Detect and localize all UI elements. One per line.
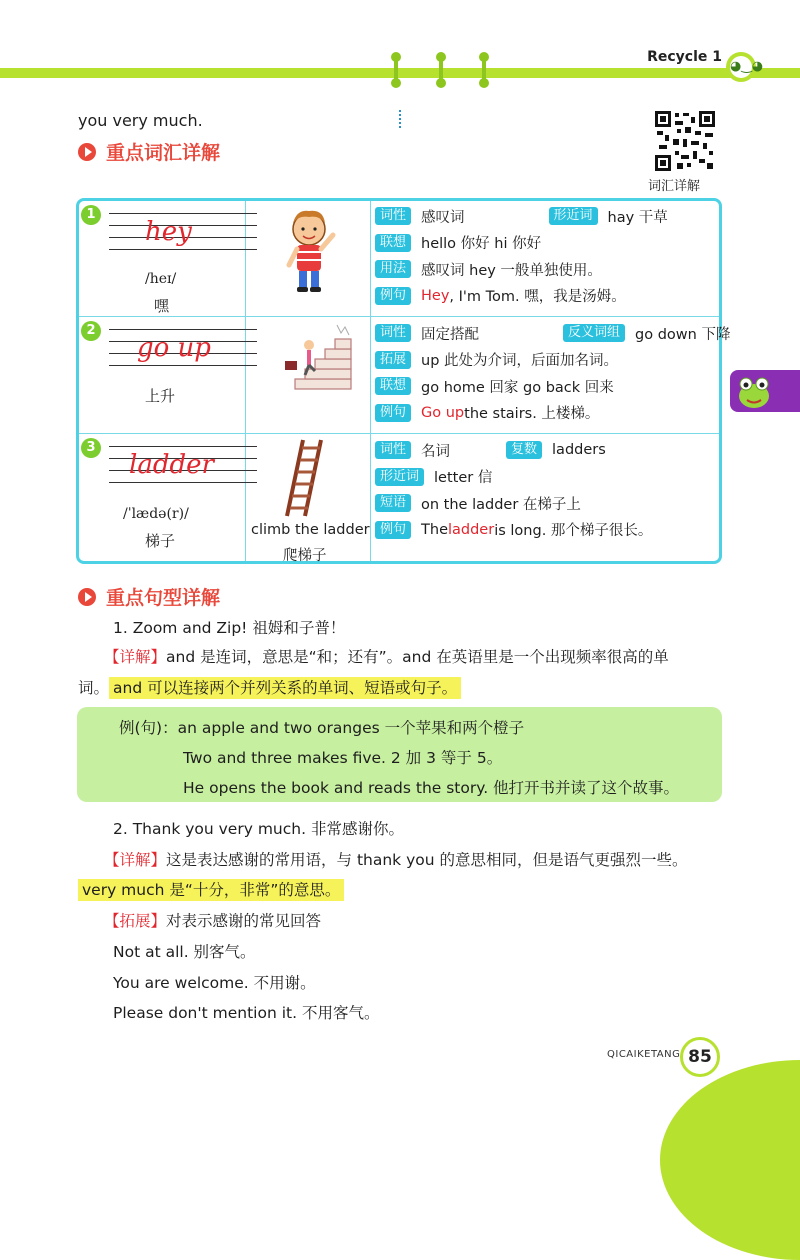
qr-code-icon[interactable]: [655, 111, 715, 171]
dotted-divider: [399, 110, 401, 128]
vocab-phonetic: /heɪ/: [145, 271, 177, 287]
unit-label: Recycle 1: [647, 49, 722, 65]
picture-caption-cn: 爬梯子: [283, 548, 327, 564]
sentence-section-title: 重点句型详解: [78, 583, 220, 610]
binder-pins-icon: [386, 50, 496, 90]
vocab-info: 词性 固定搭配 反义词组 go down 下降 拓展 up 此处为介词，后面加名词。 联想 go home 回家 go back 回来 例句 Go up the stairs. 上楼梯。: [375, 320, 730, 426]
play-arrow-icon: [78, 143, 96, 161]
sentence-1-explanation-cont: 词。 and 可以连接两个并列关系的单词、短语或句子。: [78, 676, 461, 698]
highlighted-note: and 可以连接两个并列关系的单词、短语或句子。: [109, 677, 461, 699]
vocab-meaning: 嘿: [154, 297, 170, 315]
example-line-3: He opens the book and reads the story. 他打开书并读了这个故事。: [183, 779, 680, 797]
entry-number: 1: [81, 205, 101, 225]
entry-number: 2: [81, 321, 101, 341]
vocab-word: ladder: [129, 450, 214, 480]
frog-mascot-icon: [734, 372, 774, 412]
extension-heading: 【拓展】对表示感谢的常见回答: [104, 912, 322, 930]
vocab-entry-hey: [79, 201, 719, 316]
example-line-2: Two and three makes five. 2 加 3 等于 5。: [183, 749, 503, 767]
play-arrow-icon: [78, 588, 96, 606]
boy-waving-illustration: [269, 205, 349, 295]
stairs-illustration: [267, 321, 353, 395]
sentence-1-explanation: 【详解】and 是连词，意思是“和；还有”。and 在英语里是一个出现频率很高的单: [104, 648, 669, 666]
vocab-word: hey: [145, 217, 192, 247]
vocab-info: 词性 名词 复数 ladders 形近词 letter 信 短语 on the ladder 在梯子上 例句 The ladder is long. 那个梯子很长。: [375, 437, 652, 543]
entry-number: 3: [81, 438, 101, 458]
intro-line: you very much.: [78, 111, 203, 130]
vocab-entry-ladder: [79, 434, 719, 562]
sentence-2-heading: 2. Thank you very much. 非常感谢你。: [113, 820, 404, 838]
footer-brand: QICAIKETANG: [607, 1049, 681, 1060]
vocab-phonetic: /ˈlædə(r)/: [123, 506, 189, 522]
reply-1: Not at all. 别客气。: [113, 943, 256, 961]
ladder-illustration: [283, 438, 327, 518]
picture-caption-en: climb the ladder: [251, 522, 370, 538]
reply-3: Please don't mention it. 不用客气。: [113, 1004, 380, 1022]
example-box: [77, 707, 722, 802]
vocab-table: [76, 198, 731, 564]
page-number: 85: [680, 1037, 720, 1077]
vocab-word: go up: [137, 333, 211, 363]
vocab-section-title: 重点词汇详解: [78, 138, 220, 165]
footer-decoration: [660, 1060, 800, 1260]
vocab-meaning: 梯子: [145, 532, 176, 550]
sentence-2-highlight: very much 是“十分，非常”的意思。: [78, 878, 344, 900]
sentence-1-heading: 1. Zoom and Zip! 祖姆和子普！: [113, 619, 346, 637]
vocab-info: 词性 感叹词 形近词 hay 干草 联想 hello 你好 hi 你好 用法 感叹词 hey 一般单独使用。 例句 Hey , I'm Tom. 嘿，我是汤姆。: [375, 203, 668, 309]
qr-caption: 词汇详解: [648, 179, 701, 194]
vocab-meaning: 上升: [145, 387, 176, 405]
vocab-entry-go-up: [79, 317, 731, 433]
frog-mascot-icon: ◕‿◕: [726, 52, 756, 82]
reply-2: You are welcome. 不用谢。: [113, 974, 316, 992]
example-line-1: 例(句)：an apple and two oranges 一个苹果和两个橙子: [119, 719, 525, 737]
sentence-2-explanation: 【详解】这是表达感谢的常用语，与 thank you 的意思相同，但是语气更强烈一些。: [104, 851, 688, 869]
